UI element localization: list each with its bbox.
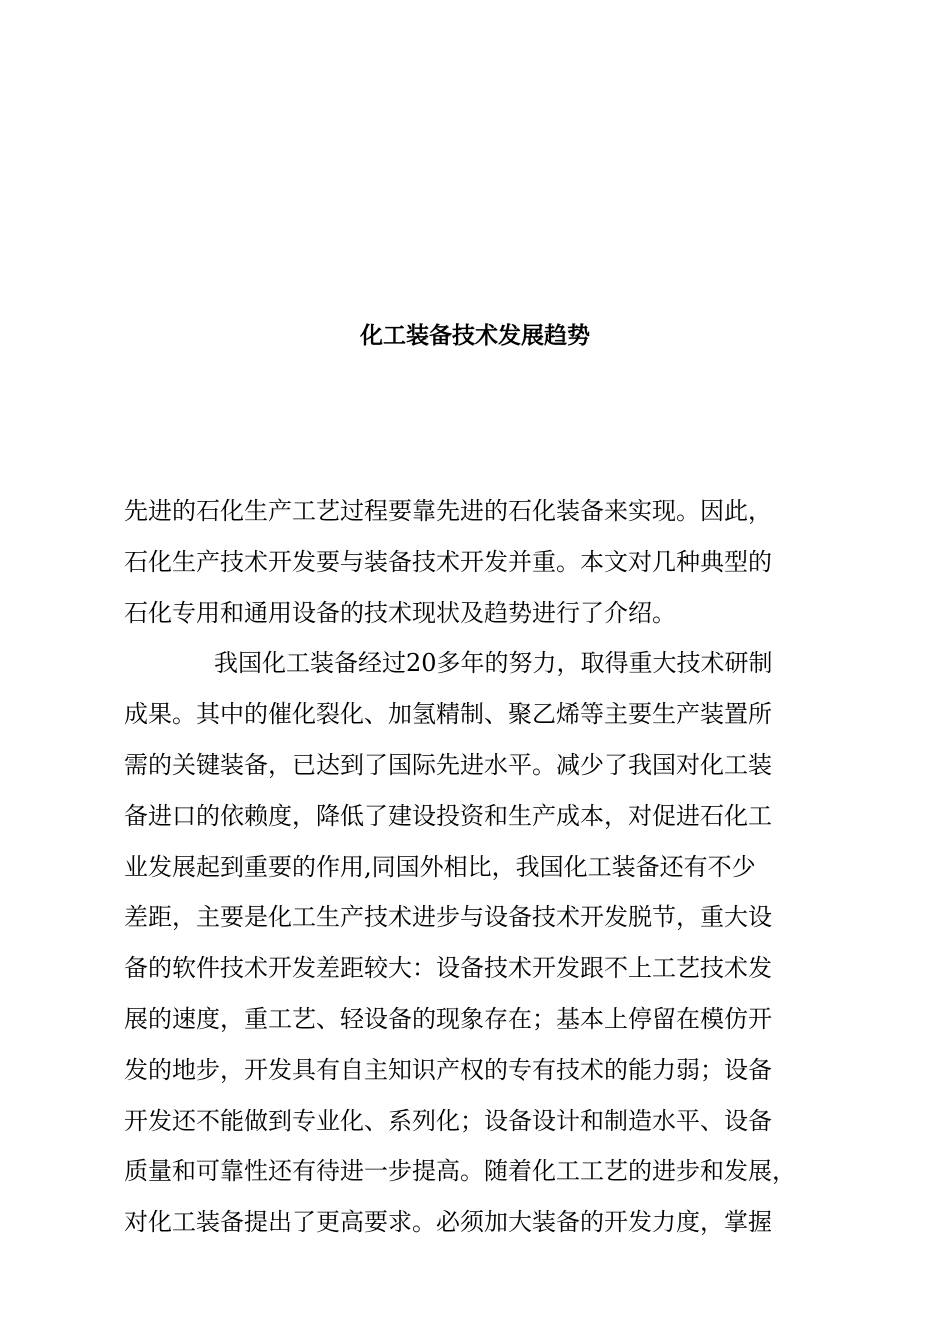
paragraph-line: 备的软件技术开发差距较大：设备技术开发跟不上工艺技术发 — [124, 954, 772, 983]
paragraph-line: 差距，主要是化工生产技术进步与设备技术开发脱节，重大设 — [124, 903, 772, 932]
document-body — [124, 486, 828, 1248]
paragraph-line: 备进口的依赖度，降低了建设投资和生产成本，对促进石化工 — [124, 801, 772, 830]
paragraph-line: 需的关键装备，已达到了国际先进水平。减少了我国对化工装 — [124, 750, 772, 779]
intro-line: 石化专用和通用设备的技术现状及趋势进行了介绍。 — [124, 598, 676, 627]
paragraph-line-text: 我国化工装备经过20多年的努力，取得重大技术研制 — [214, 649, 773, 678]
document-title: 化工装备技术发展趋势 — [360, 322, 590, 349]
paragraph-line: 发的地步，开发具有自主知识产权的专有技术的能力弱；设备 — [124, 1055, 772, 1084]
paragraph-line: 开发还不能做到专业化、系列化；设备设计和制造水平、设备 — [124, 1106, 772, 1135]
paragraph-first-line — [124, 638, 828, 689]
paragraph-line: 业发展起到重要的作用,同国外相比，我国化工装备还有不少 — [124, 852, 756, 881]
intro-line: 先进的石化生产工艺过程要靠先进的石化装备来实现。因此， — [124, 497, 772, 525]
intro-line: 石化生产技术开发要与装备技术开发并重。本文对几种典型的 — [124, 547, 772, 576]
paragraph-line: 成果。其中的催化裂化、加氢精制、聚乙烯等主要生产装置所 — [124, 700, 772, 729]
paragraph-line: 质量和可靠性还有待进一步提高。随着化工工艺的进步和发展， — [124, 1157, 796, 1186]
paragraph-line: 对化工装备提出了更高要求。必须加大装备的开发力度，掌握 — [124, 1208, 772, 1237]
paragraph-line: 展的速度，重工艺、轻设备的现象存在；基本上停留在模仿开 — [124, 1004, 772, 1033]
